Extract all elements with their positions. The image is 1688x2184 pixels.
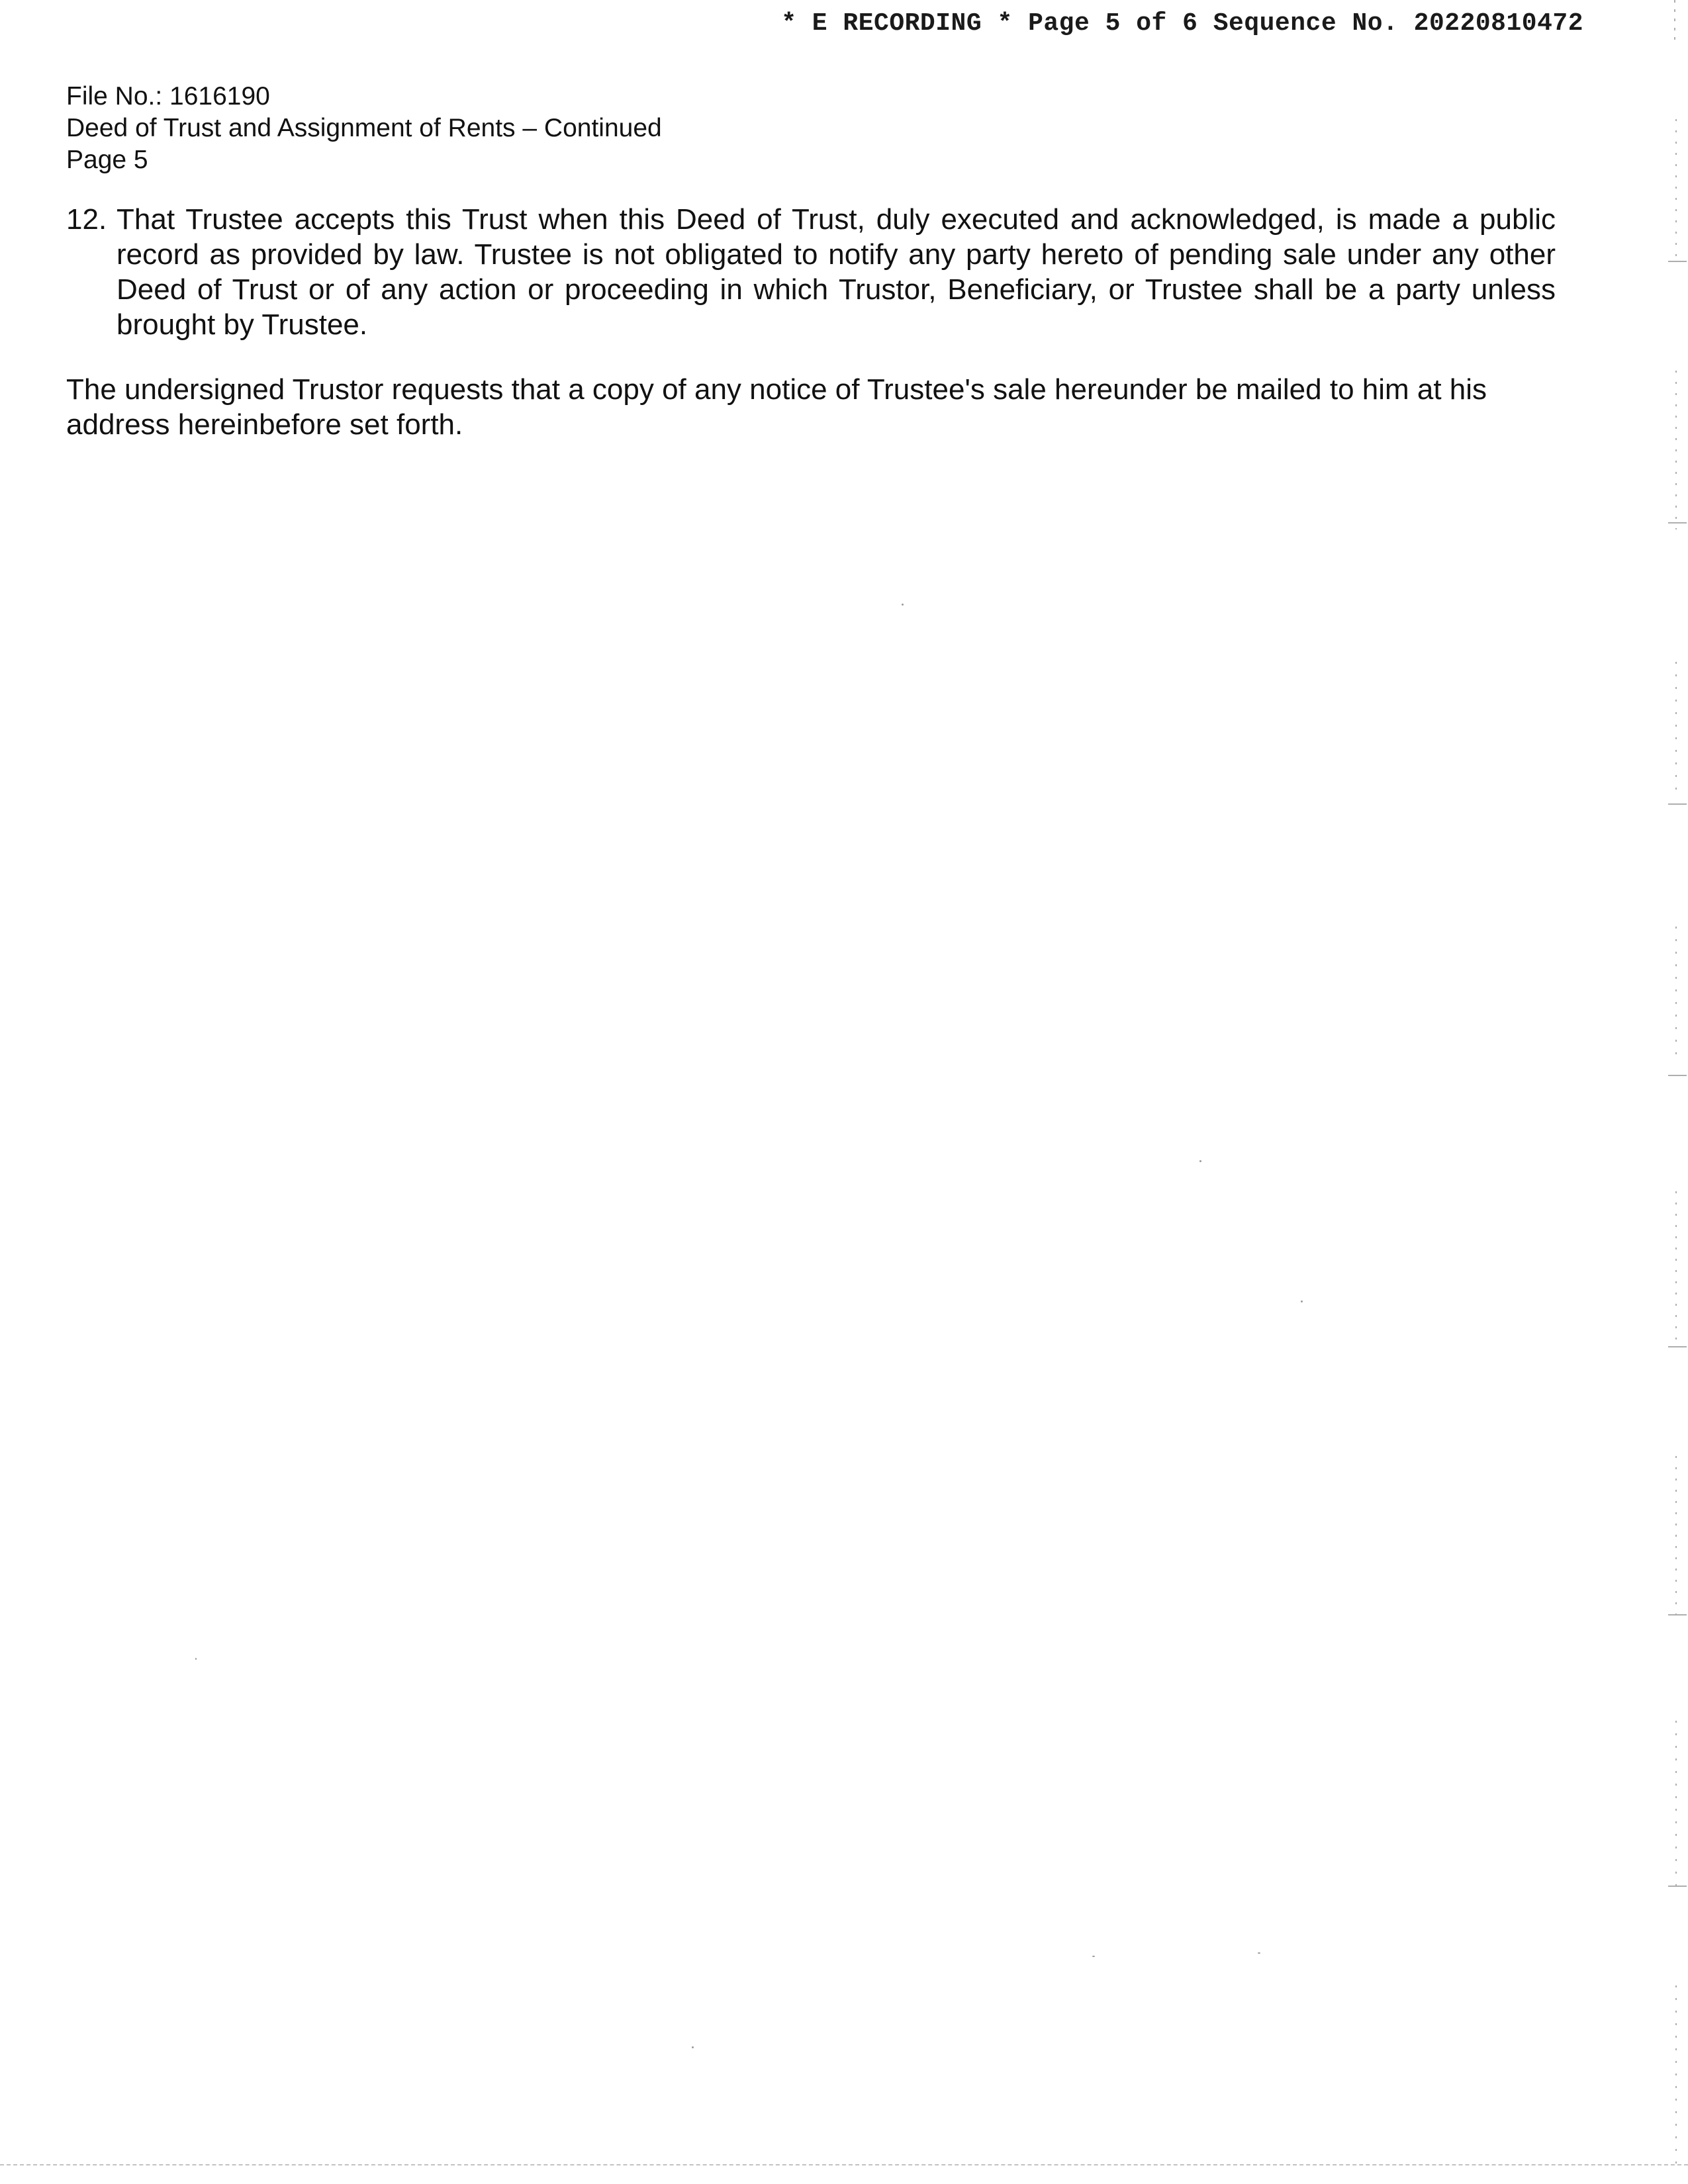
scan-speck xyxy=(1092,1956,1095,1957)
scan-speck xyxy=(195,1658,197,1660)
trustor-request-paragraph: The undersigned Trustor requests that a copy of any notice of Trustee's sale hereunder be mailed to him at his address hereinbefore set forth. xyxy=(66,373,1487,441)
scan-speck xyxy=(1199,1160,1201,1162)
clause-12 xyxy=(66,202,1556,342)
scan-speck xyxy=(1301,1300,1303,1302)
page-label: Page 5 xyxy=(66,146,148,174)
scan-speck xyxy=(1258,1952,1260,1954)
document-title: Deed of Trust and Assignment of Rents – Continued xyxy=(66,114,662,142)
scan-speck xyxy=(902,604,904,606)
clause-text: That Trustee accepts this Trust when this Deed of Trust, duly executed and acknowledged, is made a public record as provided by law. Trustee is not obligated to notify any party hereto of pending sale under any other Deed of Trust or of any action or proceeding in which Trustor, Beneficiary, or Trustee shall be a party unless brought by Trustee. xyxy=(117,203,1556,341)
scan-edge-marks xyxy=(1662,0,1688,2184)
document-header xyxy=(66,81,662,176)
scan-speck xyxy=(692,2046,694,2048)
clause-number: 12. xyxy=(66,203,107,236)
scan-bottom-rule xyxy=(0,2164,1688,2165)
file-number: File No.: 1616190 xyxy=(66,82,270,111)
recording-stamp: * E RECORDING * Page 5 of 6 Sequence No. 20220810472 xyxy=(781,9,1583,38)
